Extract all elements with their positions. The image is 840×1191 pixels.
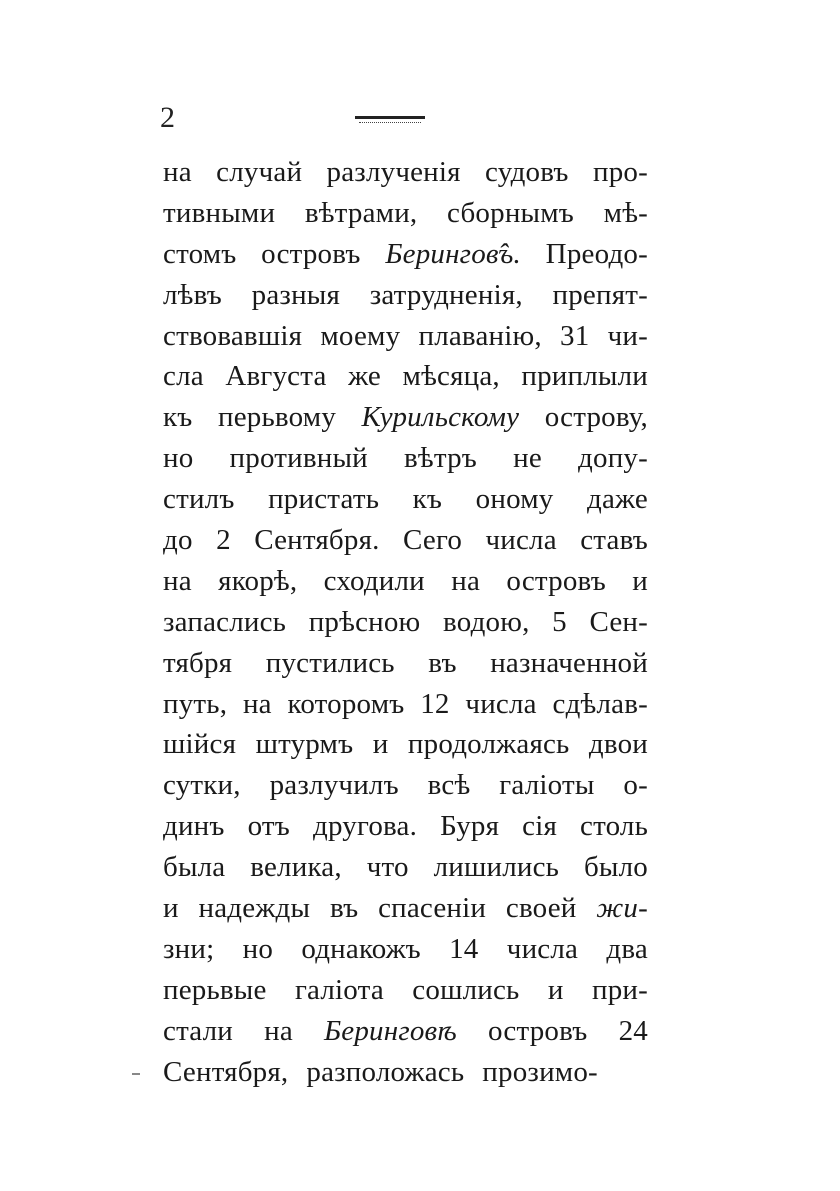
word: числа (506, 932, 579, 965)
word: лишились (433, 851, 560, 884)
text-line (163, 356, 648, 397)
word: всѣ (427, 769, 471, 802)
word: оному (475, 483, 554, 516)
word: моему (320, 319, 401, 352)
text-line (163, 888, 648, 929)
word: велика, (250, 851, 342, 884)
word: до (163, 524, 193, 557)
word: разположась (306, 1055, 465, 1088)
word: 5 (552, 605, 567, 638)
word: даже (587, 483, 648, 516)
text-line (163, 1011, 648, 1052)
text-line (163, 806, 648, 847)
word: Сентября, (163, 1055, 289, 1088)
word: и (163, 892, 179, 925)
word: ствовавшія (163, 319, 303, 352)
word: разлучилъ (269, 769, 399, 802)
word: которомъ (287, 687, 405, 720)
word: къ (412, 483, 443, 516)
word: Буря (440, 810, 500, 843)
word: отъ (247, 810, 290, 843)
word: якорѣ, (218, 564, 298, 597)
word: стали (163, 1014, 234, 1047)
text-line (163, 275, 648, 316)
word: зни; (163, 932, 215, 965)
word: однакожъ (301, 932, 421, 965)
word: двои (588, 728, 648, 761)
word: запаслись (163, 605, 287, 638)
text-line (163, 929, 648, 970)
text-line (163, 684, 648, 725)
ornament-rule (355, 116, 425, 119)
word: въ (428, 646, 457, 679)
word: Курильскому (361, 401, 520, 434)
word: пустились (265, 646, 395, 679)
word: стомъ (163, 237, 237, 270)
word: числа (485, 524, 557, 557)
word: о- (623, 769, 648, 802)
word: Сентября. (254, 524, 380, 557)
word: препят- (552, 278, 648, 311)
ornament-dotted-rule (359, 122, 421, 124)
word: но (242, 932, 274, 965)
word: 31 (560, 319, 590, 352)
word: и (632, 564, 648, 597)
word: Беринговѣ (323, 1014, 457, 1047)
word: на (163, 156, 192, 188)
word: на (451, 564, 481, 597)
word: стилъ (163, 483, 235, 516)
text-line (163, 602, 648, 643)
body-text (163, 152, 648, 1092)
word: затрудненія, (369, 278, 523, 311)
word: островъ (506, 564, 606, 597)
text-line (163, 193, 648, 234)
word: было (583, 851, 648, 884)
text-line (163, 397, 648, 438)
word: и (547, 973, 564, 1006)
word: Берингов̂ъ. (385, 237, 521, 270)
word: допу- (578, 442, 648, 475)
word: что (366, 851, 409, 884)
word: случай (216, 156, 303, 188)
page-number: 2 (160, 101, 175, 134)
word: сутки, (163, 769, 241, 802)
word: мѣ- (603, 196, 648, 229)
word: надежды (198, 892, 311, 925)
word: не (513, 442, 542, 475)
word: сія (522, 810, 558, 843)
text-line (163, 643, 648, 684)
header-ornament (355, 114, 425, 126)
text-line (163, 1052, 648, 1093)
text-line (163, 724, 648, 765)
word: сдѣлав- (552, 687, 648, 720)
word: числа (465, 687, 537, 720)
text-line (163, 765, 648, 806)
word: 14 (449, 932, 479, 965)
margin-mark (132, 1073, 140, 1075)
word: столь (580, 810, 648, 843)
word: приплыли (521, 360, 648, 393)
word: 12 (420, 687, 450, 720)
word: 24 (618, 1014, 648, 1047)
word: 2 (216, 524, 231, 557)
word: галіоты (499, 769, 595, 802)
word: продолжаясь (407, 728, 570, 761)
word: разныя (251, 278, 341, 311)
word: прозимо- (482, 1055, 598, 1088)
word: своей (505, 892, 577, 925)
word: галіота (294, 973, 384, 1006)
word: но (163, 442, 194, 475)
word: при- (591, 973, 648, 1006)
word: сходили (323, 564, 425, 597)
text-line (163, 152, 648, 193)
word: вѣтрами, (304, 196, 418, 229)
word: и (372, 728, 389, 761)
text-line (163, 970, 648, 1011)
word: чи- (607, 319, 648, 352)
word: плаванію, (418, 319, 542, 352)
word: тивными (163, 196, 276, 229)
word: Преодо- (545, 237, 648, 270)
word: пристать (268, 483, 380, 516)
word: Сего (403, 524, 463, 557)
word: прѣсною (308, 605, 421, 638)
word: вѣтръ (404, 442, 477, 475)
word: другова. (312, 810, 418, 843)
word: два (606, 932, 648, 965)
word: тября (163, 646, 233, 679)
text-line (163, 479, 648, 520)
word: жи- (596, 892, 648, 925)
text-line (163, 438, 648, 479)
word: судовъ (485, 156, 569, 188)
word: ставъ (580, 524, 648, 557)
text-line (163, 847, 648, 888)
word: на (242, 687, 272, 720)
word: Августа (225, 360, 327, 393)
word: штурмъ (255, 728, 354, 761)
word: назначенной (490, 646, 648, 679)
word: перьвому (218, 401, 337, 434)
word: разлученія (326, 156, 461, 188)
word: была (163, 851, 226, 884)
word: противный (229, 442, 368, 475)
text-line (163, 520, 648, 561)
text-line (163, 234, 648, 275)
word: путь, (163, 687, 228, 720)
word: перьвые (163, 973, 267, 1006)
word: же (348, 360, 381, 393)
word: шійся (163, 728, 237, 761)
word: въ (329, 892, 359, 925)
text-line (163, 561, 648, 602)
word: мѣсяца, (402, 360, 500, 393)
word: динъ (163, 810, 225, 843)
word: островъ (261, 237, 361, 270)
word: Сен- (589, 605, 648, 638)
word: на (264, 1014, 293, 1047)
word: сла (163, 360, 204, 393)
word: сошлись (412, 973, 520, 1006)
word: водою, (443, 605, 530, 638)
word: къ (163, 401, 193, 434)
text-line (163, 316, 648, 357)
word: острову, (544, 401, 648, 434)
word: спасеніи (378, 892, 487, 925)
word: сборнымъ (447, 196, 574, 229)
word: на (163, 564, 192, 597)
word: лѣвъ (163, 278, 222, 311)
word: островъ (487, 1014, 588, 1047)
word: про- (592, 156, 648, 188)
